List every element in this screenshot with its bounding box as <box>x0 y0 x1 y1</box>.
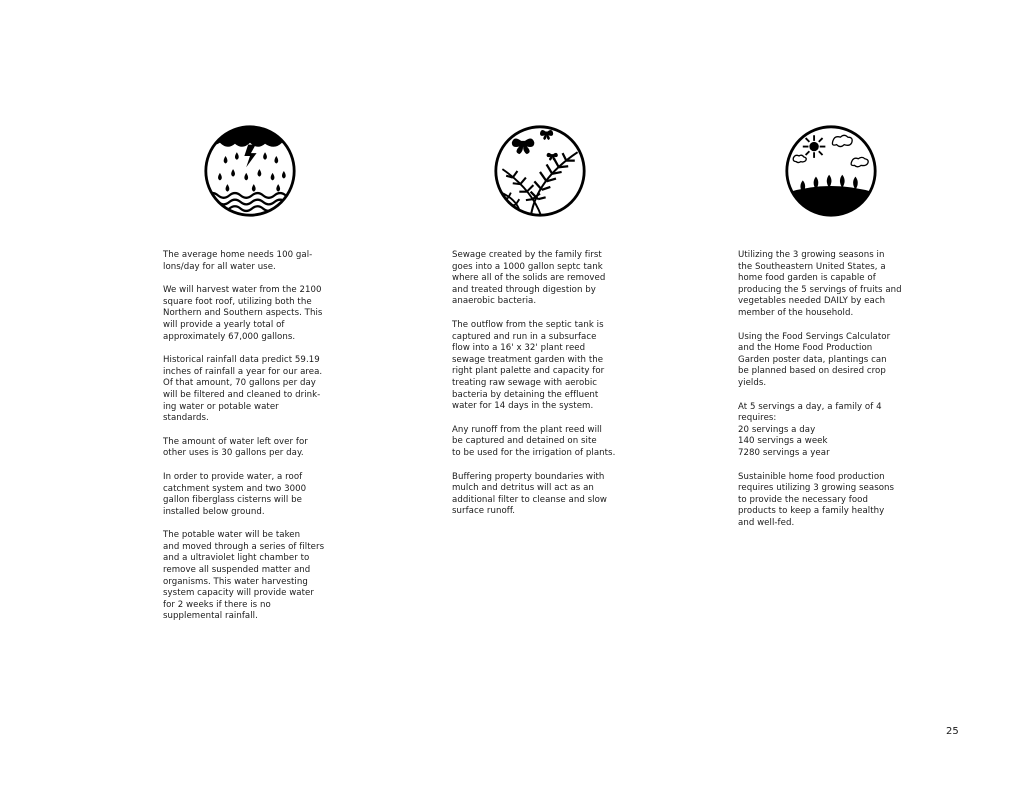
text-line: The outflow from the septic tank is <box>452 319 604 330</box>
paragraph <box>738 332 928 390</box>
paragraph <box>452 250 642 308</box>
text-line: the Southeastern United States, a <box>738 261 886 272</box>
text-line: remove all suspended matter and <box>163 565 311 576</box>
text-line: for 2 weeks if there is no <box>163 599 271 610</box>
paragraph <box>163 472 353 518</box>
text-line: gallon fiberglass cisterns will be <box>163 495 302 506</box>
text-line: captured and run in a subsurface <box>452 331 597 342</box>
text-line: At 5 servings a day, a family of 4 <box>738 401 882 412</box>
text-line: anaerobic bacteria. <box>452 296 537 307</box>
text-line: and moved through a series of filters <box>163 541 325 552</box>
text-line: We will harvest water from the 2100 <box>163 285 322 296</box>
text-line: producing the 5 servings of fruits and <box>738 284 902 295</box>
text-line: requires: <box>738 413 777 424</box>
text-line: Historical rainfall data predict 59.19 <box>163 355 320 366</box>
text-line: and well-fed. <box>738 517 795 528</box>
text-line: flow into a 16' x 32' plant reed <box>452 343 586 354</box>
paragraph <box>163 250 353 273</box>
text-line: where all of the solids are removed <box>452 273 606 284</box>
text-line: organisms. This water harvesting <box>163 576 308 587</box>
text-line: sewage treatment garden with the <box>452 354 604 365</box>
text-line: square foot roof, utilizing both the <box>163 296 312 307</box>
text-line: be captured and detained on site <box>452 436 597 447</box>
text-line: lons/day for all water use. <box>163 261 276 272</box>
text-line: surface runoff. <box>452 506 516 517</box>
sewage-column <box>452 250 642 530</box>
text-line: mulch and detritus will act as an <box>452 483 594 494</box>
text-line: treating raw sewage with aerobic <box>452 377 598 388</box>
text-line: right plant palette and capacity for <box>452 366 605 377</box>
text-line: member of the household. <box>738 307 854 318</box>
text-line: Sustainible home food production <box>738 471 885 482</box>
text-line: to be used for the irrigation of plants. <box>452 447 616 458</box>
text-line: Using the Food Servings Calculator <box>738 331 891 342</box>
text-line: to provide the necessary food <box>738 494 868 505</box>
text-line: and treated through digestion by <box>452 284 596 295</box>
paragraph <box>163 437 353 460</box>
text-line: yields. <box>738 377 767 388</box>
paragraph <box>163 530 353 623</box>
water-column <box>163 250 353 635</box>
paragraph <box>163 285 353 343</box>
text-line: In order to provide water, a roof <box>163 471 303 482</box>
text-line: Sewage created by the family first <box>452 250 602 260</box>
text-line: additional filter to cleanse and slow <box>452 494 608 505</box>
text-line: 7280 servings a year <box>738 447 830 458</box>
paragraph <box>163 355 353 425</box>
fern-butterfly-icon <box>493 124 587 218</box>
text-line: and a ultraviolet light chamber to <box>163 553 310 564</box>
food-column <box>738 250 928 541</box>
text-line: Buffering property boundaries with <box>452 471 605 482</box>
paragraph <box>452 472 642 518</box>
text-line: system capacity will provide water <box>163 588 314 599</box>
text-line: bacteria by detaining the effluent <box>452 389 599 400</box>
text-line: will be filtered and cleaned to drink- <box>163 389 321 400</box>
text-line: ing water or potable water <box>163 401 279 412</box>
paragraph <box>738 250 928 320</box>
text-line: Any runoff from the plant reed will <box>452 424 602 435</box>
text-line: vegetables needed DAILY by each <box>738 296 886 307</box>
text-line: Utilizing the 3 growing seasons in <box>738 250 885 260</box>
text-line: goes into a 1000 gallon septc tank <box>452 261 603 272</box>
text-line: products to keep a family healthy <box>738 506 885 517</box>
text-line: Of that amount, 70 gallons per day <box>163 378 316 389</box>
paragraph <box>738 472 928 530</box>
sun-garden-icon <box>784 124 878 218</box>
text-line: approximately 67,000 gallons. <box>163 331 296 342</box>
text-line: standards. <box>163 413 209 424</box>
text-line: 20 servings a day <box>738 424 816 435</box>
text-line: be planned based on desired crop <box>738 366 886 377</box>
page-number: 25 <box>946 726 959 737</box>
paragraph <box>452 425 642 460</box>
text-line: Garden poster data, plantings can <box>738 354 887 365</box>
text-line: The average home needs 100 gal- <box>163 250 313 260</box>
paragraph <box>738 402 928 460</box>
text-line: and the Home Food Production <box>738 343 873 354</box>
water-rain-icon <box>203 124 297 218</box>
text-line: The potable water will be taken <box>163 530 301 541</box>
text-line: Northern and Southern aspects. This <box>163 308 323 319</box>
text-line: water for 14 days in the system. <box>452 401 594 412</box>
text-line: catchment system and two 3000 <box>163 483 307 494</box>
text-line: home food garden is capable of <box>738 273 876 284</box>
text-line: will provide a yearly total of <box>163 319 285 330</box>
text-line: 140 servings a week <box>738 436 828 447</box>
text-line: supplemental rainfall. <box>163 611 258 622</box>
text-line: requires utilizing 3 growing seasons <box>738 483 895 494</box>
paragraph <box>452 320 642 413</box>
text-line: installed below ground. <box>163 506 265 517</box>
text-line: inches of rainfall a year for our area. <box>163 366 323 377</box>
text-line: other uses is 30 gallons per day. <box>163 448 304 459</box>
text-line: The amount of water left over for <box>163 436 308 447</box>
